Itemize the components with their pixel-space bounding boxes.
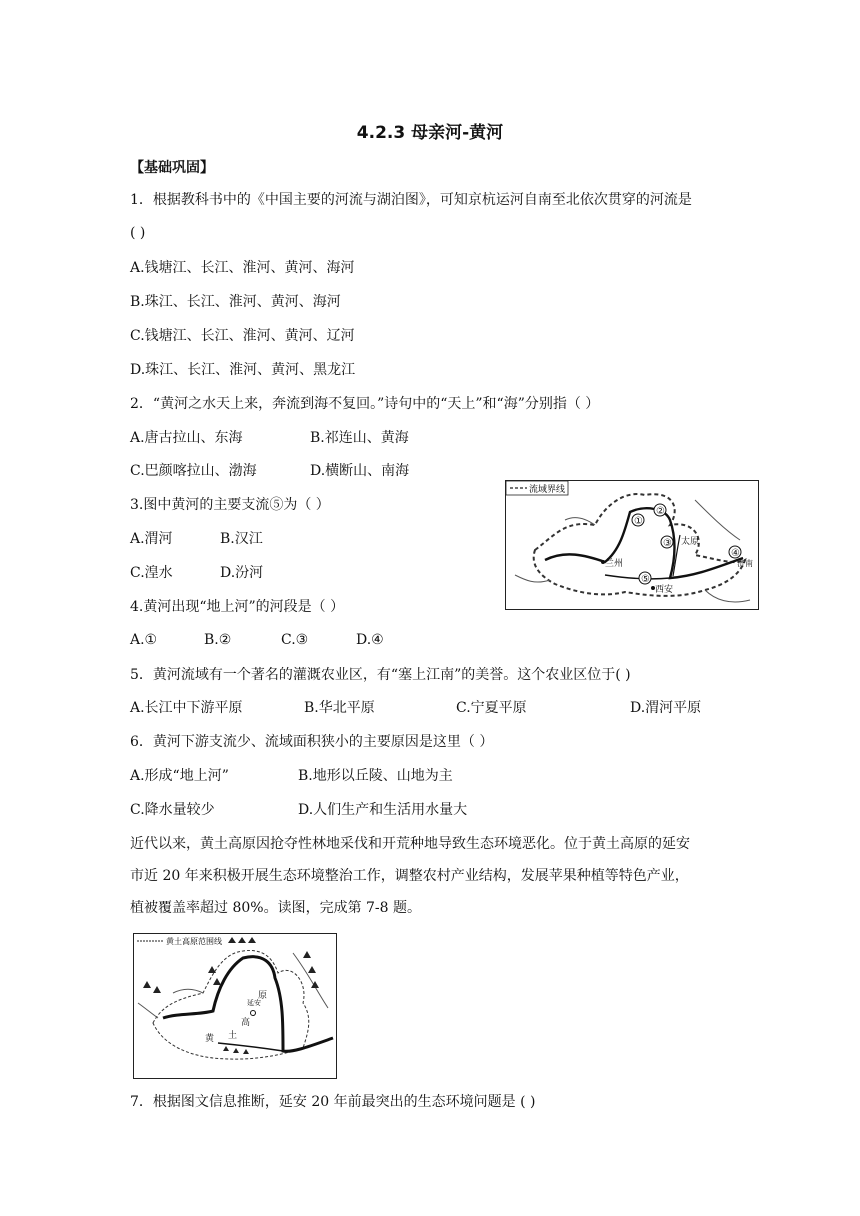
map1-label-xian: 西安 (655, 585, 674, 595)
question-5-option-c: C.宁夏平原 (456, 700, 527, 716)
question-6-option-a: A.形成“地上河” (130, 768, 229, 784)
map1-label-taiyuan: 太原 (681, 537, 700, 547)
map1-label-jinan: 济南 (737, 559, 753, 568)
question-5-option-b: B.华北平原 (304, 700, 375, 716)
map2-label-huang: 黄 (205, 1034, 215, 1044)
page-title: 4.2.3 母亲河-黄河 (356, 123, 504, 143)
question-2-stem: 2．“黄河之水天上来，奔流到海不复回。”诗句中的“天上”和“海”分别指（ ） (130, 396, 600, 412)
passage-line-3: 植被覆盖率超过 80%。读图，完成第 7-8 题。 (130, 900, 422, 916)
passage-line-2: 市近 20 年来积极开展生态环境整治工作，调整农村产业结构，发展苹果种植等特色产业， (130, 868, 689, 884)
map2-label-tu: 土 (228, 1031, 238, 1041)
question-5-option-a: A.长江中下游平原 (130, 700, 243, 716)
question-2-option-d: D.横断山、南海 (310, 463, 410, 479)
map2-legend-label: 黄土高原范围线 (166, 937, 222, 946)
question-3-option-d: D.汾河 (220, 565, 264, 581)
map2-label-gao: 高 (241, 1018, 251, 1028)
question-3-option-a: A.渭河 (130, 531, 173, 547)
question-4-option-b: B.② (204, 632, 232, 648)
map1-label-lanzhou: 兰州 (605, 559, 624, 569)
question-2-option-b: B.祁连山、黄海 (310, 430, 409, 446)
map1-label-3: ③ (663, 538, 672, 549)
loess-plateau-map (133, 933, 337, 1079)
question-6-option-c: C.降水量较少 (130, 802, 215, 818)
question-3-option-c: C.湟水 (130, 565, 173, 581)
question-4-option-c: C.③ (281, 632, 309, 648)
question-2-option-a: A.唐古拉山、东海 (130, 430, 243, 446)
question-6-stem: 6．黄河下游支流少、流域面积狭小的主要原因是这里（ ） (130, 734, 494, 750)
question-4-option-d: D.④ (356, 632, 384, 648)
passage-line-1: 近代以来，黄土高原因抢夺性林地采伐和开荒种地导致生态环境恶化。位于黄土高原的延安 (130, 836, 690, 852)
question-5-option-d: D.渭河平原 (630, 700, 702, 716)
question-6-option-b: B.地形以丘陵、山地为主 (298, 768, 453, 784)
map1-label-5: ⑤ (641, 574, 650, 585)
question-1-option-a: A.钱塘江、长江、淮河、黄河、海河 (130, 260, 355, 276)
question-3-option-b: B.汉江 (220, 531, 263, 547)
question-3-stem: 3.图中黄河的主要支流⑤为（ ） (130, 497, 330, 513)
question-1-option-d: D.珠江、长江、淮河、黄河、黑龙江 (130, 362, 356, 378)
question-1-option-c: C.钱塘江、长江、淮河、黄河、辽河 (130, 328, 355, 344)
yellow-river-basin-map (505, 480, 759, 610)
map1-label-1: ① (634, 516, 643, 527)
section-heading: 【基础巩固】 (130, 160, 214, 176)
map2-label-yuan: 原 (258, 991, 268, 1001)
map1-label-4: ④ (731, 548, 740, 559)
question-6-option-d: D.人们生产和生活用水量大 (298, 802, 468, 818)
question-1-paren: ( ) (130, 225, 146, 241)
map2-label-yanan: 延安 (247, 999, 261, 1007)
question-4-option-a: A.① (130, 632, 158, 648)
map1-legend-label: 流域界线 (529, 485, 566, 495)
question-5-stem: 5．黄河流域有一个著名的灌溉农业区，有“塞上江南”的美誉。这个农业区位于( ) (130, 667, 631, 683)
question-4-stem: 4.黄河出现“地上河”的河段是（ ） (130, 599, 345, 615)
question-7-stem: 7．根据图文信息推断，延安 20 年前最突出的生态环境问题是 ( ) (130, 1094, 536, 1110)
question-2-option-c: C.巴颜喀拉山、渤海 (130, 463, 257, 479)
map1-label-2: ② (656, 506, 665, 517)
question-1-stem: 1．根据教科书中的《中国主要的河流与湖泊图》，可知京杭运河自南至北依次贯穿的河流是 (130, 192, 692, 208)
question-1-option-b: B.珠江、长江、淮河、黄河、海河 (130, 294, 341, 310)
